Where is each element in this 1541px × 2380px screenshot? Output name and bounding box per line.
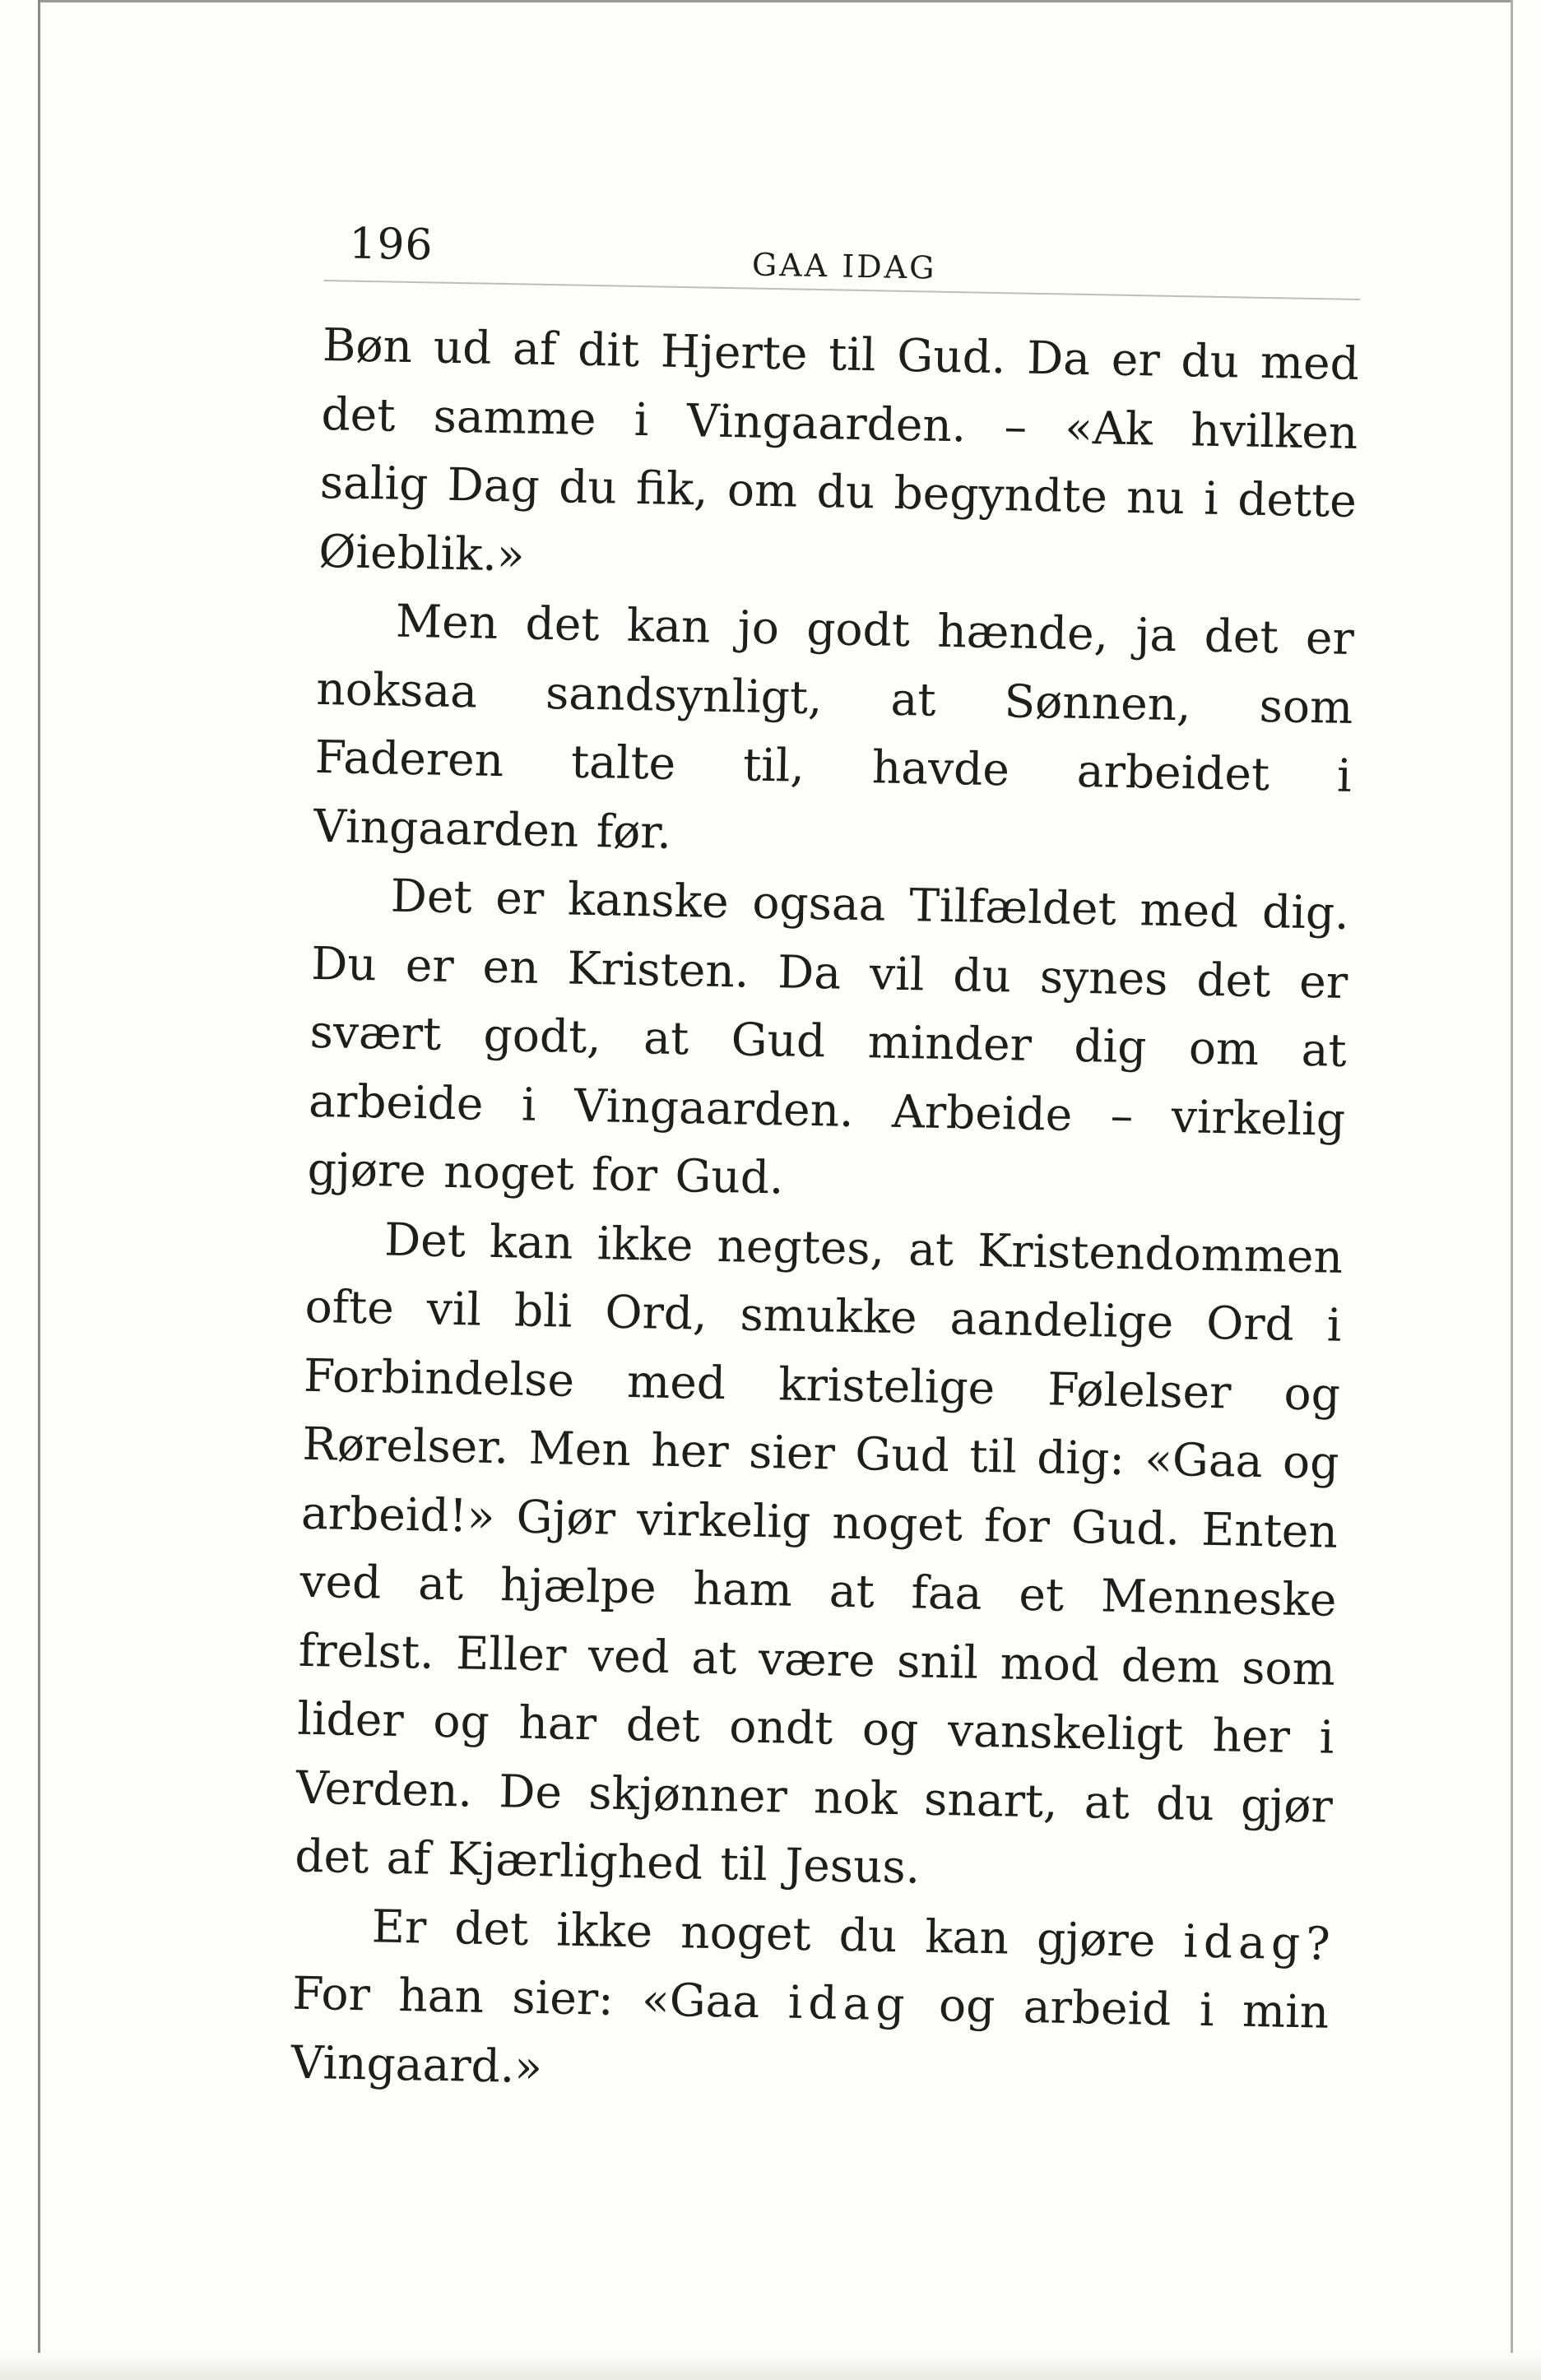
body-text [290, 311, 1360, 2116]
book-page [290, 214, 1362, 2116]
paragraph-1: Bøn ud af dit Hjerte til Gud. Da er du med det samme i Vingaarden. – «Ak hvilken salig Dag du fik, om du begyndte nu i dette Øieblik.» [318, 318, 1360, 582]
paragraph-2: Men det kan jo godt hænde, ja det er noksaa sandsynligt, at Sønnen, som Faderen talte til, havde arbeidet i Vingaarden før. [313, 594, 1355, 859]
paragraph-3: Det er kanske ogsaa Tilfældet med dig. Du er en Kristen. Da vil du synes det er svært godt, at Gud minder dig om at arbeide i Vingaarden. Arbeide – virkelig gjøre noget for Gud. [307, 869, 1350, 1204]
page-left-edge [38, 0, 40, 2380]
paragraph-4: Det kan ikke negtes, at Kristendommen ofte vil bli Ord, smukke aandelige Ord i Forbindelse med kristelige Følelser og Rørelser. Men her sier Gud til dig: «Gaa og arbeid!» Gjør virkelig noget for Gud. Enten ved at hjælpe ham at faa et Menneske frelst. Eller ved at være snil mod dem som lider og har det ondt og vanskeligt her i Verden. De skjønner nok snart, at du gjør det af Kjærlighed til Jesus. [294, 1213, 1344, 1894]
page-bottom-shadow [0, 2353, 1541, 2380]
paragraph-5 [290, 1891, 1330, 2116]
page-top-edge [38, 0, 1511, 2]
page-right-edge [1511, 0, 1513, 2380]
emphasis-idag-2: idag [787, 1975, 912, 2031]
paragraph-5-part-3: og arbeid i min Vingaard.» [290, 1979, 1330, 2093]
page-number: 196 [348, 219, 434, 271]
paragraph-5-part-2: ? For han sier: «Gaa [291, 1916, 1331, 2029]
paragraph-5-part-1: Er det ikke noget du kan gjøre [371, 1899, 1156, 1967]
emphasis-idag-1: idag [1182, 1914, 1307, 1969]
running-head: GAA IDAG [751, 246, 937, 286]
